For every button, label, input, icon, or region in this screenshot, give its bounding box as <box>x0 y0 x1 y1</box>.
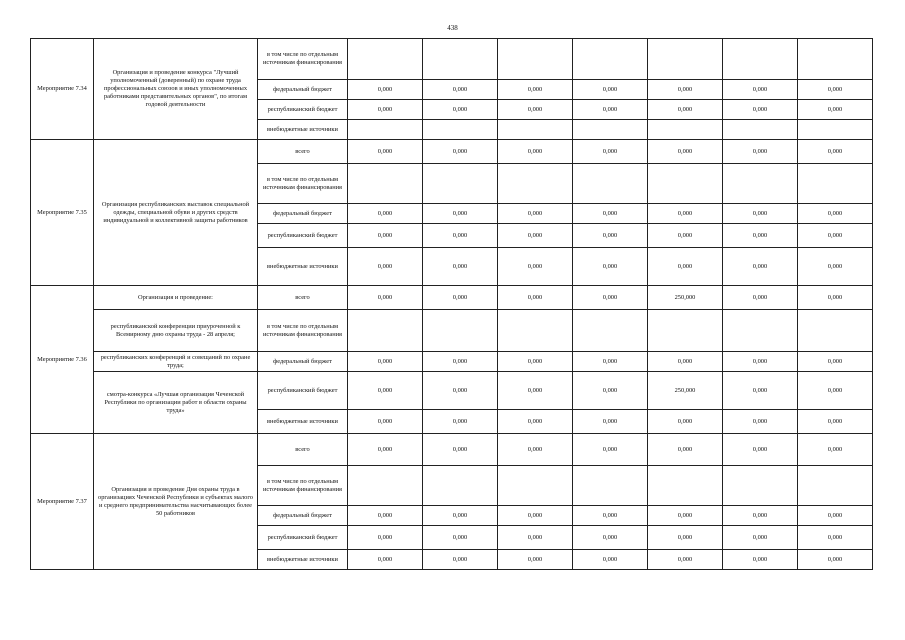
value-cell: 0,000 <box>573 550 648 570</box>
value-cell: 0,000 <box>798 526 873 550</box>
value-cell <box>723 120 798 140</box>
value-cell: 0,000 <box>498 224 573 248</box>
value-cell <box>798 310 873 352</box>
value-cell: 0,000 <box>648 140 723 164</box>
funding-source: в том числе по отдельным источникам финансирования <box>258 466 348 506</box>
value-cell: 0,000 <box>723 248 798 286</box>
table-row <box>31 434 873 466</box>
value-cell: 0,000 <box>423 248 498 286</box>
value-cell: 0,000 <box>423 434 498 466</box>
value-cell: 0,000 <box>648 550 723 570</box>
funding-source: республиканский бюджет <box>258 526 348 550</box>
value-cell: 0,000 <box>573 410 648 434</box>
value-cell: 0,000 <box>723 80 798 100</box>
value-cell <box>573 120 648 140</box>
value-cell: 0,000 <box>498 410 573 434</box>
value-cell: 0,000 <box>423 80 498 100</box>
value-cell: 0,000 <box>348 224 423 248</box>
value-cell <box>348 466 423 506</box>
value-cell: 0,000 <box>498 506 573 526</box>
table-row <box>31 372 873 410</box>
value-cell <box>723 164 798 204</box>
value-cell <box>498 310 573 352</box>
funding-source: всего <box>258 140 348 164</box>
value-cell: 250,000 <box>648 372 723 410</box>
value-cell: 0,000 <box>498 352 573 372</box>
funding-source: в том числе по отдельным источникам финансирования <box>258 164 348 204</box>
value-cell: 0,000 <box>573 526 648 550</box>
value-cell: 0,000 <box>798 140 873 164</box>
measure-label: Мероприятие 7.34 <box>31 39 94 140</box>
table-row <box>31 352 873 372</box>
value-cell: 0,000 <box>348 204 423 224</box>
measure-description: Организация и проведение конкурса "Лучший уполномоченный (доверенный) по охране труда профессиональных союзов и иных уполномоченных работниками представительных органов", по итогам годовой деятельности <box>94 39 258 140</box>
funding-source: внебюджетные источники <box>258 410 348 434</box>
measure-label: Мероприятие 7.37 <box>31 434 94 570</box>
table-row <box>31 310 873 352</box>
value-cell: 0,000 <box>498 372 573 410</box>
value-cell: 0,000 <box>423 506 498 526</box>
value-cell: 0,000 <box>348 248 423 286</box>
value-cell <box>498 466 573 506</box>
value-cell <box>573 39 648 80</box>
value-cell: 0,000 <box>798 248 873 286</box>
value-cell <box>798 120 873 140</box>
value-cell <box>423 466 498 506</box>
value-cell: 0,000 <box>798 100 873 120</box>
value-cell: 0,000 <box>348 410 423 434</box>
funding-source: в том числе по отдельным источникам финансирования <box>258 310 348 352</box>
value-cell <box>648 120 723 140</box>
measure-description: республиканских конференций и совещаний по охране труда; <box>94 352 258 372</box>
value-cell <box>498 164 573 204</box>
value-cell <box>348 310 423 352</box>
funding-source: всего <box>258 434 348 466</box>
value-cell: 0,000 <box>648 526 723 550</box>
value-cell: 0,000 <box>723 372 798 410</box>
value-cell: 0,000 <box>648 100 723 120</box>
value-cell: 0,000 <box>348 506 423 526</box>
value-cell <box>648 466 723 506</box>
value-cell <box>573 310 648 352</box>
value-cell <box>723 39 798 80</box>
value-cell: 250,000 <box>648 286 723 310</box>
value-cell <box>498 120 573 140</box>
value-cell: 0,000 <box>573 80 648 100</box>
measure-label: Мероприятие 7.36 <box>31 286 94 434</box>
value-cell: 0,000 <box>423 286 498 310</box>
measure-description: Организация и проведение: <box>94 286 258 310</box>
value-cell: 0,000 <box>798 80 873 100</box>
value-cell: 0,000 <box>723 352 798 372</box>
value-cell: 0,000 <box>648 506 723 526</box>
measure-label: Мероприятие 7.35 <box>31 140 94 286</box>
value-cell: 0,000 <box>498 248 573 286</box>
value-cell <box>423 39 498 80</box>
value-cell: 0,000 <box>573 372 648 410</box>
value-cell: 0,000 <box>423 410 498 434</box>
value-cell: 0,000 <box>798 550 873 570</box>
value-cell: 0,000 <box>498 286 573 310</box>
value-cell: 0,000 <box>648 80 723 100</box>
value-cell: 0,000 <box>573 506 648 526</box>
budget-table <box>30 38 873 570</box>
value-cell: 0,000 <box>648 204 723 224</box>
funding-source: внебюджетные источники <box>258 550 348 570</box>
value-cell: 0,000 <box>498 434 573 466</box>
value-cell <box>498 39 573 80</box>
value-cell: 0,000 <box>423 550 498 570</box>
funding-source: республиканский бюджет <box>258 372 348 410</box>
table-row <box>31 39 873 80</box>
value-cell: 0,000 <box>423 140 498 164</box>
value-cell: 0,000 <box>348 434 423 466</box>
value-cell: 0,000 <box>498 526 573 550</box>
value-cell: 0,000 <box>573 100 648 120</box>
value-cell: 0,000 <box>723 410 798 434</box>
value-cell: 0,000 <box>348 526 423 550</box>
value-cell: 0,000 <box>798 224 873 248</box>
value-cell <box>648 39 723 80</box>
value-cell: 0,000 <box>573 286 648 310</box>
funding-source: федеральный бюджет <box>258 506 348 526</box>
value-cell: 0,000 <box>798 352 873 372</box>
funding-source: в том числе по отдельным источникам финансирования <box>258 39 348 80</box>
funding-source: федеральный бюджет <box>258 352 348 372</box>
funding-source: внебюджетные источники <box>258 248 348 286</box>
value-cell: 0,000 <box>348 80 423 100</box>
funding-source: республиканский бюджет <box>258 100 348 120</box>
funding-source: всего <box>258 286 348 310</box>
value-cell <box>348 39 423 80</box>
measure-description: смотра-конкурса «Лучшая организация Чеченской Республики по организации работ в области охраны труда» <box>94 372 258 434</box>
value-cell: 0,000 <box>798 410 873 434</box>
value-cell <box>348 120 423 140</box>
value-cell <box>573 466 648 506</box>
value-cell <box>723 466 798 506</box>
value-cell: 0,000 <box>648 410 723 434</box>
value-cell: 0,000 <box>348 100 423 120</box>
value-cell: 0,000 <box>498 550 573 570</box>
value-cell <box>423 310 498 352</box>
value-cell: 0,000 <box>423 352 498 372</box>
funding-source: республиканский бюджет <box>258 224 348 248</box>
value-cell: 0,000 <box>723 286 798 310</box>
value-cell: 0,000 <box>348 286 423 310</box>
value-cell: 0,000 <box>573 204 648 224</box>
funding-source: федеральный бюджет <box>258 80 348 100</box>
measure-description: Организация и проведение Дня охраны труда в организациях Чеченской Республики и субъектах малого и среднего предпринимательства насчитывающих более 50 работников <box>94 434 258 570</box>
value-cell <box>348 164 423 204</box>
measure-description: Организация республиканских выставок специальной одежды, специальной обуви и других средств индивидуальной и коллективной защиты работников <box>94 140 258 286</box>
value-cell: 0,000 <box>348 372 423 410</box>
value-cell <box>798 39 873 80</box>
value-cell: 0,000 <box>573 434 648 466</box>
table-row <box>31 286 873 310</box>
funding-source: федеральный бюджет <box>258 204 348 224</box>
value-cell: 0,000 <box>648 352 723 372</box>
value-cell <box>423 164 498 204</box>
value-cell: 0,000 <box>348 352 423 372</box>
value-cell: 0,000 <box>423 100 498 120</box>
value-cell: 0,000 <box>798 286 873 310</box>
value-cell: 0,000 <box>723 526 798 550</box>
value-cell: 0,000 <box>798 204 873 224</box>
value-cell: 0,000 <box>723 204 798 224</box>
value-cell: 0,000 <box>798 372 873 410</box>
value-cell: 0,000 <box>498 140 573 164</box>
value-cell: 0,000 <box>423 224 498 248</box>
value-cell: 0,000 <box>498 80 573 100</box>
value-cell: 0,000 <box>423 372 498 410</box>
measure-description: республиканской конференции приуроченной к Всемирному дню охраны труда - 28 апреля; <box>94 310 258 352</box>
value-cell: 0,000 <box>648 248 723 286</box>
value-cell: 0,000 <box>723 224 798 248</box>
value-cell: 0,000 <box>498 100 573 120</box>
value-cell: 0,000 <box>573 140 648 164</box>
value-cell: 0,000 <box>573 224 648 248</box>
value-cell <box>648 310 723 352</box>
table-row <box>31 140 873 164</box>
value-cell: 0,000 <box>723 434 798 466</box>
value-cell: 0,000 <box>648 434 723 466</box>
value-cell: 0,000 <box>723 140 798 164</box>
value-cell: 0,000 <box>648 224 723 248</box>
value-cell <box>723 310 798 352</box>
value-cell: 0,000 <box>423 204 498 224</box>
value-cell: 0,000 <box>723 550 798 570</box>
value-cell: 0,000 <box>423 526 498 550</box>
value-cell <box>423 120 498 140</box>
value-cell <box>573 164 648 204</box>
value-cell: 0,000 <box>798 434 873 466</box>
funding-source: внебюджетные источники <box>258 120 348 140</box>
value-cell: 0,000 <box>723 100 798 120</box>
value-cell: 0,000 <box>348 550 423 570</box>
value-cell: 0,000 <box>498 204 573 224</box>
value-cell: 0,000 <box>573 352 648 372</box>
page-number: 438 <box>447 24 458 32</box>
value-cell <box>648 164 723 204</box>
value-cell: 0,000 <box>798 506 873 526</box>
value-cell <box>798 466 873 506</box>
value-cell: 0,000 <box>573 248 648 286</box>
value-cell <box>798 164 873 204</box>
value-cell: 0,000 <box>723 506 798 526</box>
value-cell: 0,000 <box>348 140 423 164</box>
